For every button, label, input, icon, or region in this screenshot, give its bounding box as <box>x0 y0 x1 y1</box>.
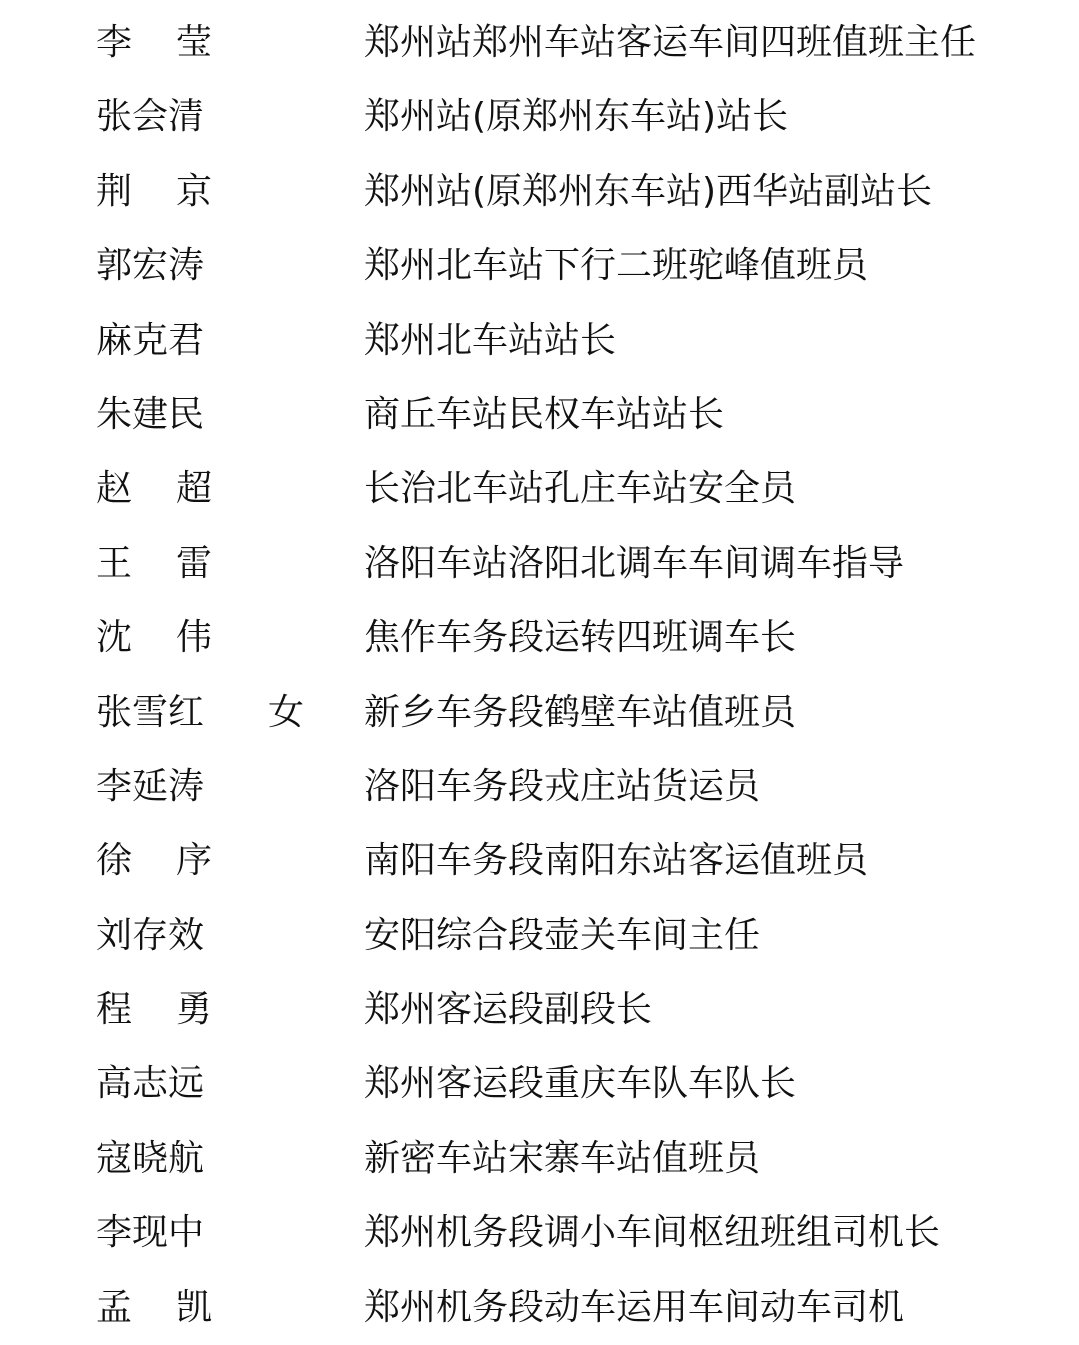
person-name: 荆 京 <box>96 170 212 212</box>
list-item <box>0 824 1079 898</box>
person-position: 商丘车站民权车站站长 <box>364 393 725 435</box>
list-item <box>0 378 1079 452</box>
person-position: 洛阳车站洛阳北调车车间调车指导 <box>364 542 905 584</box>
list-item <box>0 527 1079 601</box>
person-position: 新密车站宋寨车站值班员 <box>364 1137 761 1179</box>
person-name: 朱建民 <box>96 393 205 435</box>
person-position: 郑州机务段动车运用车间动车司机 <box>364 1286 905 1328</box>
person-position: 洛阳车务段戎庄站货运员 <box>364 765 761 807</box>
person-gender: 女 <box>268 691 305 733</box>
list-item <box>0 601 1079 675</box>
list-item <box>0 1122 1079 1196</box>
person-name: 王 雷 <box>96 542 212 584</box>
person-position: 焦作车务段运转四班调车长 <box>364 617 797 659</box>
person-name: 张会清 <box>96 96 205 138</box>
person-position: 郑州北车站站长 <box>364 319 617 361</box>
person-name: 李延涛 <box>96 765 205 807</box>
person-name: 张雪红 <box>96 691 205 733</box>
list-item <box>0 6 1079 80</box>
person-position: 郑州北车站下行二班驼峰值班员 <box>364 245 869 287</box>
person-name: 高志远 <box>96 1063 205 1105</box>
person-position: 郑州站(原郑州东车站)站长 <box>364 96 789 138</box>
list-item <box>0 1047 1079 1121</box>
list-item <box>0 1196 1079 1270</box>
list-item <box>0 304 1079 378</box>
list-item <box>0 155 1079 229</box>
person-name: 沈 伟 <box>96 617 212 659</box>
person-position: 郑州机务段调小车间枢纽班组司机长 <box>364 1212 941 1254</box>
person-name: 麻克君 <box>96 319 205 361</box>
person-position: 郑州站郑州车站客运车间四班值班主任 <box>364 22 977 63</box>
person-name: 李 莹 <box>96 22 212 63</box>
list-item <box>0 899 1079 973</box>
honoree-list <box>0 6 1079 1345</box>
list-item <box>0 80 1079 154</box>
list-item <box>0 452 1079 526</box>
person-name: 赵 超 <box>96 468 212 510</box>
person-position: 安阳综合段壶关车间主任 <box>364 914 761 956</box>
person-name: 刘存效 <box>96 914 205 956</box>
list-item <box>0 750 1079 824</box>
person-name: 孟 凯 <box>96 1286 212 1328</box>
person-name: 李现中 <box>96 1212 205 1254</box>
person-position: 南阳车务段南阳东站客运值班员 <box>364 840 869 882</box>
person-position: 郑州客运段重庆车队车队长 <box>364 1063 797 1105</box>
list-item <box>0 229 1079 303</box>
person-name: 程 勇 <box>96 989 212 1031</box>
person-position: 新乡车务段鹤壁车站值班员 <box>364 691 797 733</box>
person-position: 郑州客运段副段长 <box>364 989 653 1031</box>
person-position: 郑州站(原郑州东车站)西华站副站长 <box>364 170 933 212</box>
person-name: 寇晓航 <box>96 1137 205 1179</box>
person-name: 郭宏涛 <box>96 245 205 287</box>
list-item <box>0 973 1079 1047</box>
person-position: 长治北车站孔庄车站安全员 <box>364 468 797 510</box>
person-name: 徐 序 <box>96 840 212 882</box>
list-item <box>0 1271 1079 1345</box>
list-item <box>0 676 1079 750</box>
